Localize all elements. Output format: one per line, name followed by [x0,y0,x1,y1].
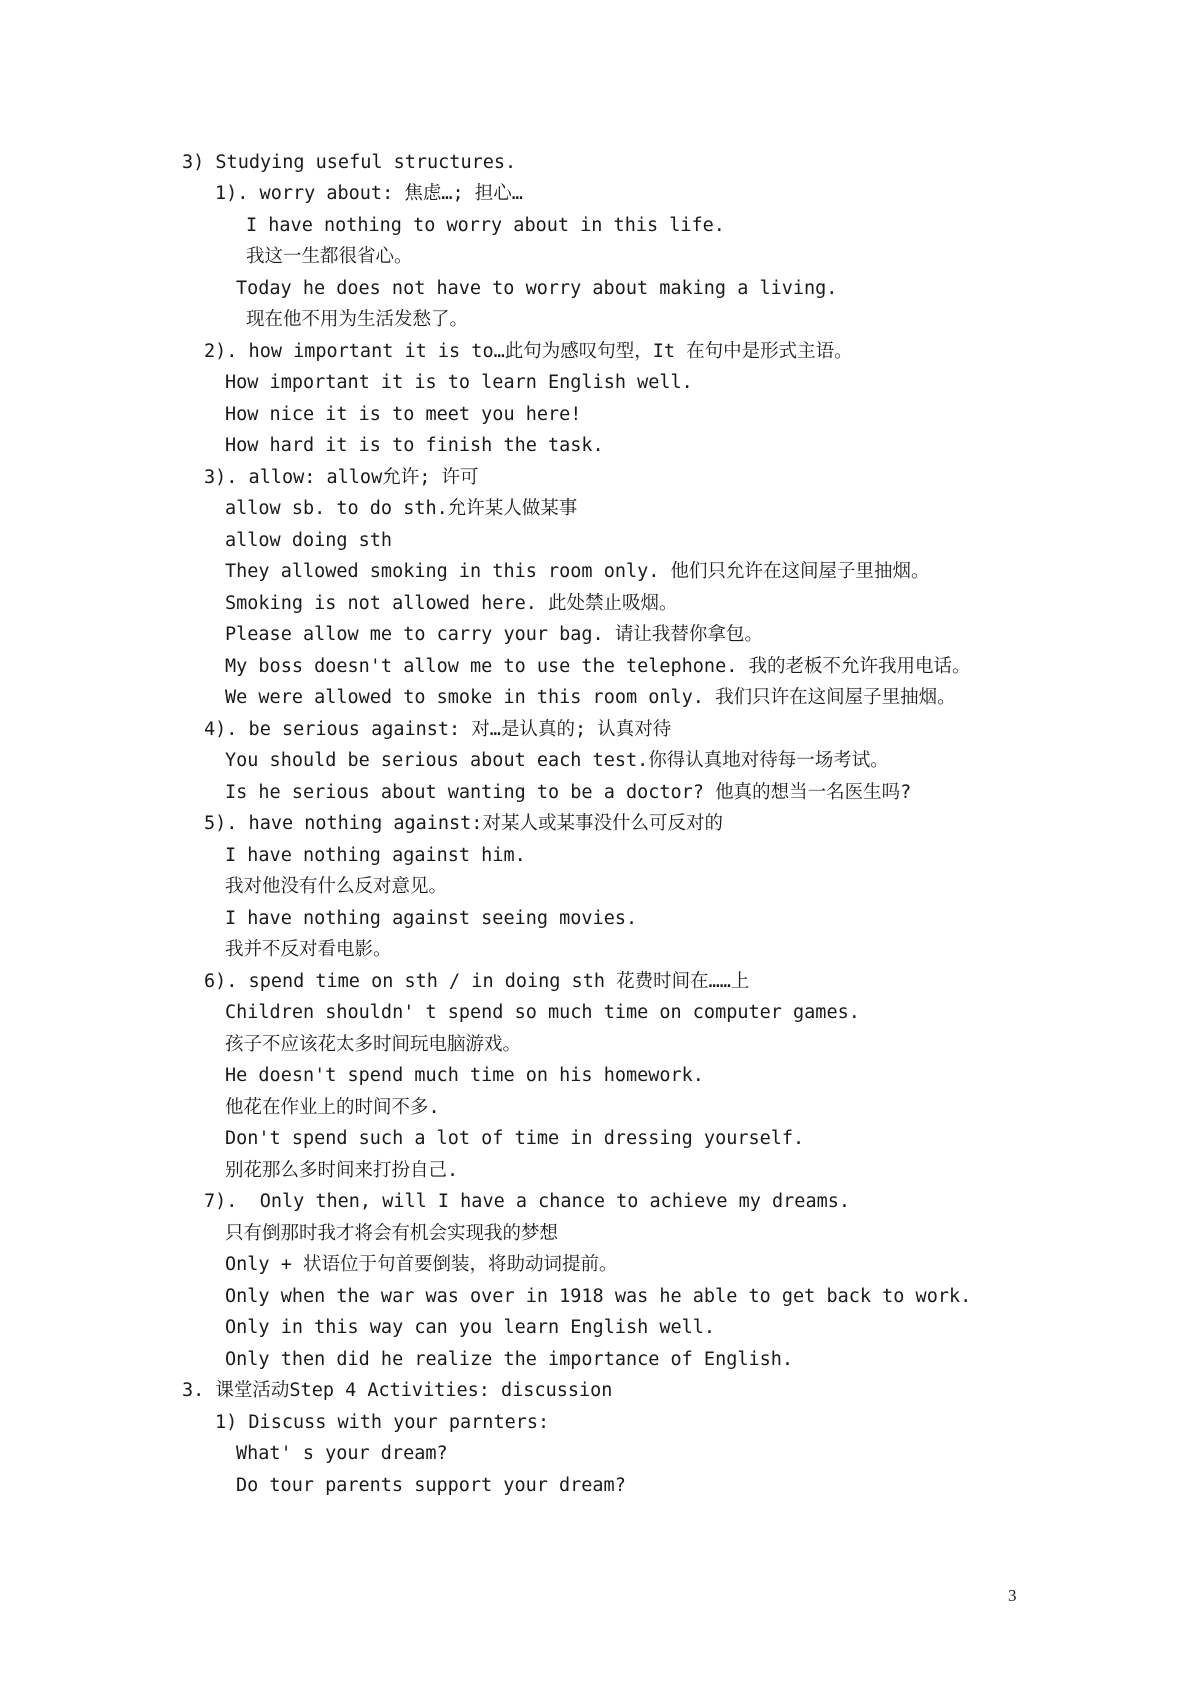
example-sentence: My boss doesn't allow me to use the telephone. 我的老板不允许我用电话。 [225,656,971,677]
example-sentence: Please allow me to carry your bag. 请让我替你拿包。 [225,624,763,645]
page-number: 3 [1008,1586,1017,1605]
example-sentence: I have nothing against seeing movies. [225,908,638,929]
example-sentence: How nice it is to meet you here! [225,404,582,425]
example-sentence: How hard it is to finish the task. [225,435,604,456]
discussion-question: Do tour parents support your dream? [236,1475,626,1496]
grammar-note: Only + 状语位于句首要倒装，将助动词提前。 [225,1254,618,1275]
activity-heading: 1) Discuss with your parnters: [215,1412,550,1433]
example-sentence: Children shouldn' t spend so much time on computer games. [225,1002,860,1023]
item-heading-be-serious: 4). be serious against: 对…是认真的; 认真对待 [204,719,672,740]
section-heading-activities: 3. 课堂活动Step 4 Activities: discussion [182,1380,613,1401]
item-heading-allow: 3). allow: allow允许; 许可 [204,467,479,488]
example-translation: 孩子不应该花太多时间玩电脑游戏。 [225,1034,522,1055]
example-sentence: They allowed smoking in this room only. 他们只允许在这间屋子里抽烟。 [225,561,930,582]
example-sentence: Today he does not have to worry about making a living. [236,278,838,299]
example-translation: 我对他没有什么反对意见。 [225,876,448,897]
example-sentence: Only when the war was over in 1918 was he able to get back to work. [225,1286,972,1307]
usage-pattern: allow sb. to do sth.允许某人做某事 [225,498,578,519]
item-heading-have-nothing-against: 5). have nothing against:对某人或某事没什么可反对的 [204,813,723,834]
example-sentence: You should be serious about each test.你得认真地对待每一场考试。 [225,750,889,771]
example-sentence: He doesn't spend much time on his homework. [225,1065,704,1086]
example-sentence: Smoking is not allowed here. 此处禁止吸烟。 [225,593,678,614]
example-sentence: Is he serious about wanting to be a doctor? 他真的想当一名医生吗? [225,782,912,803]
example-sentence: Only then did he realize the importance of English. [225,1349,794,1370]
discussion-question: What' s your dream? [236,1443,448,1464]
item-heading-spend-time: 6). spend time on sth / in doing sth 花费时间在……上 [204,971,750,992]
example-sentence: We were allowed to smoke in this room only. 我们只许在这间屋子里抽烟。 [225,687,956,708]
example-sentence: Only in this way can you learn English well. [225,1317,716,1338]
example-translation: 只有倒那时我才将会有机会实现我的梦想 [225,1223,559,1244]
example-translation: 别花那么多时间来打扮自己. [225,1160,459,1181]
example-translation: 我这一生都很省心。 [246,246,413,267]
example-translation: 现在他不用为生活发愁了。 [246,309,469,330]
example-sentence: How important it is to learn English well. [225,372,693,393]
example-translation: 他花在作业上的时间不多. [225,1097,440,1118]
example-translation: 我并不反对看电影。 [225,939,392,960]
item-heading-how-important: 2). how important it is to…此句为感叹句型，It 在句中是形式主语。 [204,341,853,362]
item-heading-only-then: 7). Only then, will I have a chance to achieve my dreams. [204,1191,851,1212]
usage-pattern: allow doing sth [225,530,393,551]
section-heading: 3) Studying useful structures. [182,152,517,173]
example-sentence: I have nothing to worry about in this life. [246,215,725,236]
example-sentence: Don't spend such a lot of time in dressing yourself. [225,1128,805,1149]
item-heading-worry-about: 1). worry about: 焦虑…; 担心… [215,183,523,204]
example-sentence: I have nothing against him. [225,845,526,866]
